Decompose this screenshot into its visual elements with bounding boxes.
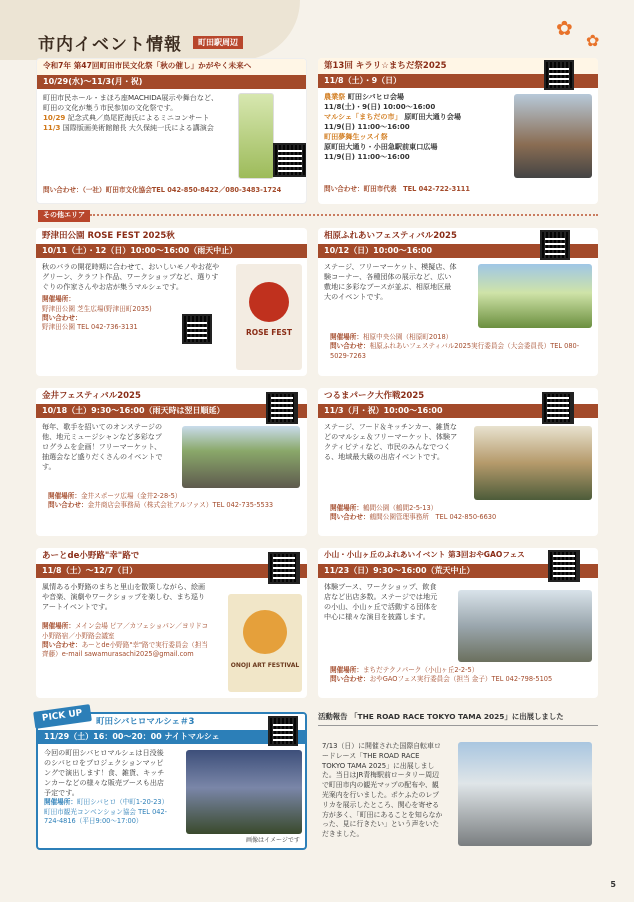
card-title: つるまパーク大作戦2025 <box>318 388 598 404</box>
qr-code[interactable] <box>268 552 300 584</box>
venue: 町田シバヒロ（中町1-20-23） <box>76 798 169 807</box>
event-item: 11/3 国際版画美術館館長 大久保純一氏による講演会 <box>43 123 214 133</box>
event-item: 10/29 記念式典／鳥尾匠海氏によるミニコンサート <box>43 113 210 123</box>
report-title: 「THE ROAD RACE TOKYO TAMA 2025」に出展しました <box>350 712 564 721</box>
event-card-oyagao-fes: 小山・小山ヶ丘のふれあいイベント 第3回おやGAOフェス 11/23（日）9:30～16:00（荒天中止） 体験ブース、ワークショップ、飲食店など出店多数。ステージでは地元の小山、小山ヶ丘で活動する団体を中心に様々な演目を披露します。 開催場所：まちだテクノパーク（小山ヶ丘2-2-5） 問い合わせ：おやGAOフェス実行委員会（担当 金子）TEL 042-798-5105 <box>318 548 598 698</box>
pickup-tag: PICK UP <box>33 704 91 728</box>
event-card-rose-fest: 野津田公園 ROSE FEST 2025秋 10/11（土）・12（日）10:00～16:00（雨天中止） 秋のバラの開花時期に合わせて、おいしいモノやお花やグリーン、クラフト作品、ワークショップなど、選りすぐりの作家さんやお店が集うマルシェです。 開催場所： 野津田公園 芝生広場(野津田町2035) 問い合わせ： 野津田公園 TEL 042-736-3131 ROSE FEST <box>36 228 307 376</box>
sun-icon <box>243 610 287 654</box>
festival-photo <box>478 264 592 328</box>
event-description: 町田市民ホール・まほろ座MACHIDA展示や舞台など、町田の文化が集う市民参加の文化祭です。 <box>43 93 219 113</box>
section-label: その他エリア <box>38 210 90 222</box>
venue: 金井スポーツ広場（金井2-28-5） <box>80 492 182 500</box>
contact-info: おやGAOフェス実行委員会（担当 金子）TEL 042-798-5105 <box>369 675 553 684</box>
qr-code[interactable] <box>540 230 570 260</box>
event-date: 11/23（日）9:30～16:00（荒天中止） <box>318 564 598 578</box>
event-description: 秋のバラの開花時期に合わせて、おいしいモノやお花やグリーン、クラフト作品、ワークショップなど、選りすぐりの作家さんやお店が集うマルシェです。 <box>42 262 220 292</box>
event-date: 11/8（土）～12/7（日） <box>36 564 307 578</box>
event-date: 10/12（日）10:00～16:00 <box>318 244 598 258</box>
page-number: 5 <box>610 879 616 889</box>
event-date: 10/29(水)～11/3(月・祝) <box>37 75 306 89</box>
event-card-kanai-festival: 金井フェスティバル2025 10/18（土）9:30～16:00（雨天時は翌日順延） 毎年、歌手を招いてのオンステージの他、地元ミュージシャンなど多彩なプログラムを企画！フリーマーケット、抽選会など盛りだくさんのイベントです。 開催場所：金井スポーツ広場（金井2-28-5） 問い合わせ：金井商店会事務局（株式会社アルファス）TEL 042-735-5533 <box>36 388 307 536</box>
contact-info: あーとde小野路"幸"路で実行委員会（担当 齊藤）e-mail sawamurasachi2025@gmail.com <box>42 640 208 659</box>
card-title: 小山・小山ヶ丘のふれあいイベント 第3回おやGAOフェス <box>318 548 598 564</box>
section-divider <box>90 214 598 216</box>
event-card-tsuruma-park: つるまパーク大作戦2025 11/3（月・祝）10:00～16:00 ステージ、フード＆キッチンカー、雑貨などのマルシェ＆フリーマーケット、体験アクティビティなど、市民のみんなでつくる、地域最大級の出店イベントです。 開催場所：鶴間公園（鶴間2-5-13） 問い合わせ：鶴間公園管理事務所 TEL 042-850-6630 <box>318 388 598 536</box>
qr-code[interactable] <box>266 392 298 424</box>
maple-leaf-icon: ✿ <box>586 31 600 50</box>
area-badge: 町田駅周辺 <box>193 36 243 49</box>
event-description: 風情ある小野路のまちと里山を散策しながら、絵画や音楽、演劇やワークショップを楽しむ、まち巡りアートイベントです。 <box>42 582 206 612</box>
event-name: マルシェ「まちだの市」 <box>324 112 402 122</box>
festival-photo <box>474 426 592 500</box>
maple-leaf-icon: ✿ <box>556 16 573 40</box>
card-title: 金井フェスティバル2025 <box>36 388 307 404</box>
event-date: 11/3（月・祝）10:00～16:00 <box>318 404 598 418</box>
poster-image: ROSE FEST <box>236 264 302 370</box>
card-title: 町田シバヒロマルシェ＃3 <box>38 714 305 730</box>
poster-image <box>238 93 274 179</box>
card-title: 令和7年 第47回町田市民文化祭「秋の催し」かがやく未来へ <box>37 59 306 75</box>
event-description: ステージ、フリーマーケット、模擬店、体験コーナー、各種団体の展示など、広い敷地に多彩なブースが並ぶ、相原地区最大のイベントです。 <box>324 262 457 302</box>
card-title: 野津田公園 ROSE FEST 2025秋 <box>36 228 307 244</box>
festival-photo <box>458 590 592 662</box>
event-card-onoji-art: あーとde小野路"幸"路で 11/8（土）～12/7（日） 風情ある小野路のまちと里山を散策しながら、絵画や音楽、演劇やワークショップを楽しむ、まち巡りアートイベントです。 開催場所：メイン会場 ピア／カフェショパン／ヨリドコ小野路宿／小野路会議室 問い合わせ：あーとde小野路"幸"路で実行委員会（担当 齊藤）e-mail sawamurasachi2025@gmail.com ONOJI ART FESTIVAL <box>36 548 307 698</box>
qr-code[interactable] <box>268 716 298 746</box>
venue: 野津田公園 芝生広場(野津田町2035) <box>42 304 152 313</box>
contact-info: 町田市観光コンベンション協会 TEL 042-724-4816（平日9:00～17:00） <box>44 807 168 826</box>
qr-code[interactable] <box>273 143 307 177</box>
venue: 鶴間公園（鶴間2-5-13） <box>362 504 438 512</box>
contact-info: 相原ふれあいフェスティバル2025実行委員会（大会委員長）TEL 080-5029-7263 <box>330 342 580 360</box>
rose-icon <box>249 282 289 322</box>
qr-code[interactable] <box>548 550 580 582</box>
contact-info: 問い合わせ：（一社）町田市文化協会TEL 042-850-8422／080-3483-1724 <box>43 186 282 194</box>
event-name: 農業祭 <box>324 92 346 101</box>
event-description: 体験ブース、ワークショップ、飲食店など出店多数。ステージでは地元の小山、小山ヶ丘で活動する団体を中心に様々な演目を披露します。 <box>324 582 438 622</box>
contact-info: 鶴間公園管理事務所 TEL 042-850-6630 <box>369 513 497 522</box>
event-description: 毎年、歌手を招いてのオンステージの他、地元ミュージシャンなど多彩なプログラムを企画！フリーマーケット、抽選会など盛りだくさんのイベントです。 <box>42 422 163 472</box>
venue: メイン会場 ピア／カフェショパン／ヨリドコ小野路宿／小野路会議室 <box>42 622 209 640</box>
report-body: 7/13（日）に開催された国際自転車ロードレース「THE ROAD RACE TOKYO TAMA 2025」に出展しました。当日はJR青梅駅前ロータリー周辺で町田市内の観光マップの配布や、観光案内を行いました。ポケふたのレプリカを展示したところ、関心を寄せる方が多く、「町田にあることを知らなかった、見に行きたい」という声をいただきました。 <box>322 742 443 839</box>
event-card-aihara-festival: 相原ふれあいフェスティバル2025 10/12（日）10:00～16:00 ステージ、フリーマーケット、模擬店、体験コーナー、各種団体の展示など、広い敷地に多彩なブースが並ぶ、相原地区最大のイベントです。 開催場所：相原中央公園（相原町2018） 問い合わせ：相原ふれあいフェスティバル2025実行委員会（大会委員長）TEL 080-5029-7263 <box>318 228 598 376</box>
activity-report <box>318 712 598 850</box>
venue: まちだテクノパーク（小山ヶ丘2-2-5） <box>362 666 479 674</box>
qr-code[interactable] <box>542 392 574 424</box>
festival-photo <box>182 426 300 488</box>
event-card-kirari-festival: 第13回 キラリ☆まちだ祭2025 11/8（土）・9（日） 農業祭 町田シバヒロ会場 11/8(土)・9(日) 10:00～16:00 マルシェ「まちだの市」 原町田大通り会場 11/9(日) 11:00～16:00 町田夢舞生ッスイ祭 原町田大通り・小田急駅前東口広場 11/9(日) 11:00～16:00 問い合わせ：町田市代表 TEL 042-722-3111 <box>318 58 598 204</box>
marche-photo <box>186 750 302 834</box>
image-caption: 画像はイメージです <box>246 837 300 844</box>
event-date: 11/29（土）16：00～20：00 ナイトマルシェ <box>38 730 305 744</box>
event-card-culture-festival <box>36 58 307 204</box>
event-date: 10/18（土）9:30～16:00（雨天時は翌日順延） <box>36 404 307 418</box>
qr-code[interactable] <box>182 314 212 344</box>
qr-code[interactable] <box>544 60 574 90</box>
poster-image: ONOJI ART FESTIVAL <box>228 594 302 692</box>
report-label: 活動報告 <box>318 712 348 721</box>
contact-info: 問い合わせ：町田市代表 TEL 042-722-3111 <box>324 185 470 193</box>
contact-info: 野津田公園 TEL 042-736-3131 <box>42 323 138 332</box>
report-photo <box>458 742 592 846</box>
card-title: あーとde小野路"幸"路で <box>36 548 307 564</box>
event-description: 今回の町田シバヒロマルシェは日没後のシバヒロをプロジェクションマッピングで演出します！食、雑貨、キッチンカーなどの様々な販売ブースも出店予定です。 <box>44 748 165 798</box>
card-title: 第13回 キラリ☆まちだ祭2025 <box>318 58 598 74</box>
event-description: ステージ、フード＆キッチンカー、雑貨などのマルシェ＆フリーマーケット、体験アクティビティなど、市民のみんなでつくる、地域最大級の出店イベントです。 <box>324 422 458 462</box>
event-name: 町田夢舞生ッスイ祭 <box>324 132 388 142</box>
card-title: 相原ふれあいフェスティバル2025 <box>318 228 598 244</box>
festival-photo <box>514 94 592 178</box>
pickup-card-shibahiro-marche: 町田シバヒロマルシェ＃3 11/29（土）16：00～20：00 ナイトマルシェ 今回の町田シバヒロマルシェは日没後のシバヒロをプロジェクションマッピングで演出します！食、雑貨、キッチンカーなどの様々な販売ブースも出店予定です。 開催場所：町田シバヒロ（中町1-20-23） 町田市観光コンベンション協会 TEL 042-724-4816（平日9:00～17:00） 画像はイメージです <box>36 712 307 850</box>
event-date: 11/8（土）・9（日） <box>318 74 598 88</box>
event-date: 10/11（土）・12（日）10:00～16:00（雨天中止） <box>36 244 307 258</box>
venue: 相原中央公園（相原町2018） <box>362 333 453 341</box>
contact-info: 金井商店会事務局（株式会社アルファス）TEL 042-735-5533 <box>87 501 274 510</box>
page-title: 市内イベント情報 <box>38 35 182 55</box>
